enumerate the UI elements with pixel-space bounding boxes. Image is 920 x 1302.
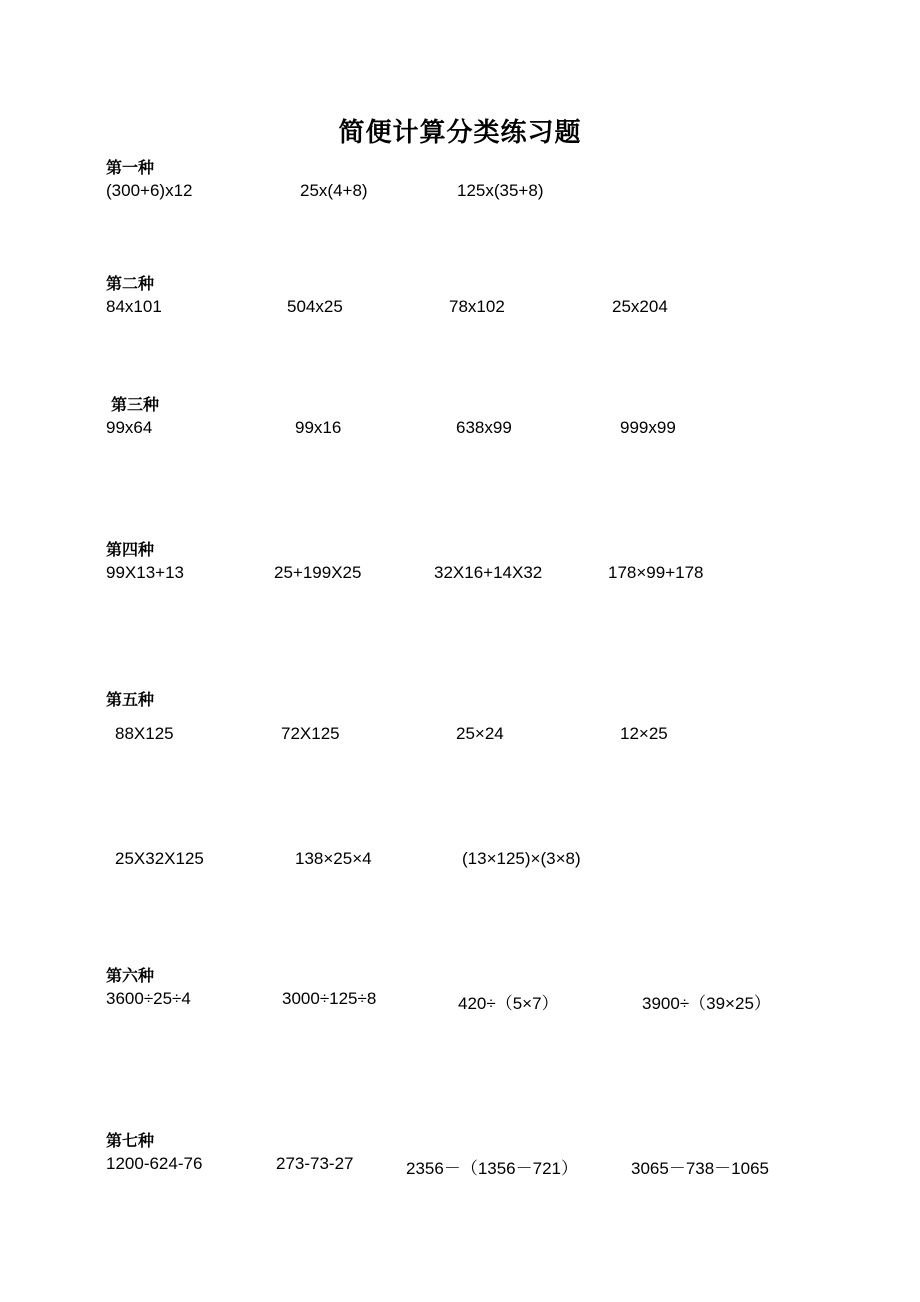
problem-1-2: 25x(4+8) (300, 181, 368, 200)
problem-2-3: 78x102 (449, 297, 505, 316)
problem-5-1: 88X125 (115, 724, 174, 743)
section-heading-1: 第一种 (106, 158, 155, 177)
page-title: 简便计算分类练习题 (338, 118, 582, 148)
section-heading-2: 第二种 (106, 274, 155, 293)
problem-1-3: 125x(35+8) (457, 181, 544, 200)
problem-7-4: 3065－738－1065 (631, 1159, 770, 1178)
problem-6-4: 3900÷（39×25） (642, 994, 771, 1013)
section-heading-3: 第三种 (111, 395, 160, 414)
problem-5-3: 25×24 (456, 724, 504, 743)
problem-5-4: 12×25 (620, 724, 668, 743)
problem-6-3: 420÷（5×7） (458, 994, 559, 1013)
problem-5-2: 72X125 (281, 724, 340, 743)
problem-7-3: 2356－（1356－721） (406, 1159, 579, 1178)
problem-5-7: (13×125)×(3×8) (462, 849, 581, 868)
problem-3-4: 999x99 (620, 418, 676, 437)
problem-2-4: 25x204 (612, 297, 668, 316)
section-heading-5: 第五种 (106, 690, 155, 709)
problem-2-1: 84x101 (106, 297, 162, 316)
problem-3-3: 638x99 (456, 418, 512, 437)
problem-4-3: 32X16+14X32 (434, 563, 543, 582)
section-heading-6: 第六种 (106, 966, 155, 985)
problem-5-6: 138×25×4 (295, 849, 372, 868)
problem-3-1: 99x64 (106, 418, 153, 437)
problem-3-2: 99x16 (295, 418, 342, 437)
problem-4-2: 25+199X25 (274, 563, 362, 582)
section-heading-7: 第七种 (106, 1131, 155, 1150)
section-heading-4: 第四种 (106, 540, 155, 559)
problem-2-2: 504x25 (287, 297, 343, 316)
problem-4-4: 178×99+178 (608, 563, 704, 582)
problem-6-2: 3000÷125÷8 (282, 989, 377, 1008)
problem-1-1: (300+6)x12 (106, 181, 193, 200)
problem-6-1: 3600÷25÷4 (106, 989, 191, 1008)
problem-4-1: 99X13+13 (106, 563, 184, 582)
problem-7-2: 273-73-27 (276, 1154, 354, 1173)
problem-5-5: 25X32X125 (115, 849, 204, 868)
problem-7-1: 1200-624-76 (106, 1154, 203, 1173)
